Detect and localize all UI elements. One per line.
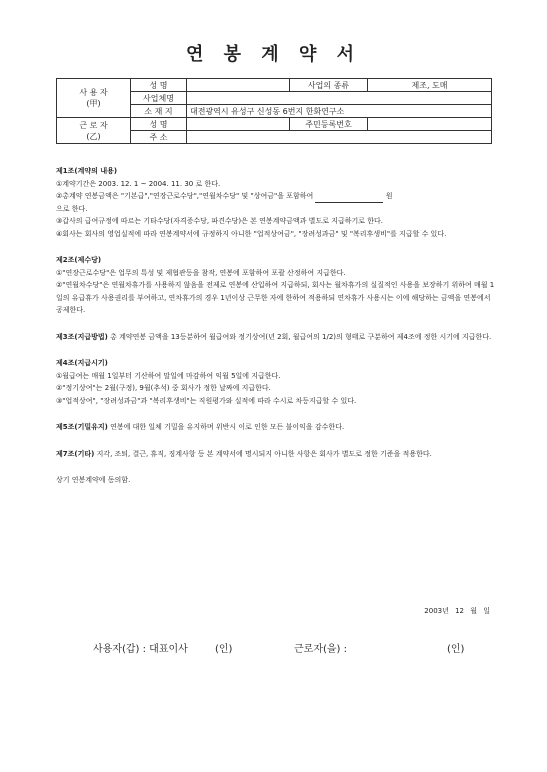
article-7 — [56, 448, 496, 461]
employer-name-value — [187, 79, 290, 92]
employer-address-value: 대전광역시 유성구 신성동 6번지 한화연구소 — [187, 105, 492, 118]
biz-name-value — [187, 92, 492, 105]
document-title: 연 봉 계 약 서 — [185, 44, 361, 65]
article-2-line-1: ①"연장근로수당"은 업무의 특성 및 제협관등을 참작, 연봉에 포함하여 포괄 산정하여 지급한다. — [56, 268, 346, 277]
employee-address-label: 주 소 — [131, 131, 187, 144]
employee-name-label: 성 명 — [131, 118, 187, 131]
employee-signature-label: 근로자(을) : — [294, 644, 347, 655]
employer-address-label: 소 재 지 — [131, 105, 187, 118]
article-4-line-2: ②"정기상여"는 2월(구정), 9월(추석) 중 회사가 정한 날짜에 지급한다. — [56, 384, 271, 392]
employee-seal: (인) — [447, 644, 465, 655]
article-1-line-4: ③갑사의 급여규정에 따르는 기타수당(자격증수당, 파견수당)은 본 연봉계약금액과 별도로 지급하기로 한다. — [56, 217, 383, 225]
contract-date — [380, 606, 490, 616]
article-7-heading: 제7조(기타) — [56, 449, 95, 458]
employer-sub-label: (甲) — [86, 99, 101, 108]
article-4-line-3: ③"업적상여", "장려성과금"과 "복리후생비"는 직원평가와 실적에 따라 수시로 차등지급할 수 있다. — [56, 396, 357, 405]
article-2-heading: 제2조(제수당) — [56, 256, 102, 264]
article-1-line-2-text: ②총계약 연봉금액은 "기본급","연장근로수당","연월차수당" 및 "상여금"을 포함하여 — [56, 192, 314, 200]
employee-name-value — [187, 118, 290, 131]
employer-label: 사 용 자 — [79, 88, 108, 97]
agreement-statement: 상기 연봉계약에 동의함. — [56, 476, 131, 484]
employer-group-cell — [57, 79, 131, 118]
business-type-label: 사업의 종류 — [290, 79, 368, 92]
biz-name-label: 사업체명 — [131, 92, 187, 105]
party-info-table — [56, 78, 492, 144]
date-month: 12 월 — [455, 607, 477, 615]
article-3-text: 총 계약연봉 금액을 13등분하여 월급여와 정기상여(년 2회, 월급여의 1/2)의 형태로 구분하여 제4조에 정한 시기에 지급한다. — [110, 332, 492, 341]
article-4-heading: 제4조(지급시기) — [56, 359, 108, 367]
employee-sub-label: (乙) — [86, 131, 101, 141]
article-5-text: 연봉에 대한 일체 기밀을 유지하며 위반시 이로 인한 모든 불이익을 감수한다. — [110, 423, 345, 431]
employee-label: 근 로 자 — [79, 120, 108, 130]
employer-name-label: 성 명 — [131, 79, 187, 92]
article-1-line-2 — [56, 190, 496, 203]
amount-suffix: 원 — [385, 192, 393, 200]
article-1-line-5: ④회사는 회사의 영업실적에 따라 연봉계약서에 규정하지 아니한 "업적상여금", "장려성과금" 및 "복리후생비"를 지급할 수 있다. — [56, 229, 447, 238]
employee-group-cell — [57, 118, 131, 144]
date-year: 2003년 — [424, 607, 449, 615]
article-3 — [56, 331, 496, 344]
article-5-heading: 제5조(기밀유지) — [56, 423, 108, 431]
employee-id-value — [368, 118, 492, 131]
article-7-text: 지각, 조퇴, 결근, 휴직, 징계사항 등 본 계약서에 명시되지 아니한 사항은 회사가 별도로 정한 기준을 적용한다. — [96, 449, 432, 458]
employee-address-value — [187, 131, 492, 144]
article-5 — [56, 421, 496, 434]
employee-id-label: 주민등록번호 — [290, 118, 368, 131]
article-1-line-1: ①계약기간은 2003. 12. 1 ~ 2004. 11. 30 로 한다. — [56, 179, 221, 188]
article-1-heading: 제1조(계약의 내용) — [56, 167, 118, 175]
date-day: 일 — [483, 607, 490, 615]
employer-signature-label: 사용자(갑) : 대표이사 — [93, 644, 188, 655]
contract-body — [56, 165, 496, 487]
employer-seal: (인) — [215, 644, 233, 655]
employee-name-row — [57, 118, 492, 131]
amount-blank — [315, 194, 383, 203]
employer-name-row — [57, 79, 492, 92]
article-1-line-3: 으로 한다. — [56, 204, 88, 213]
article-2-line-2: ②"연월차수당"은 연월차휴가를 사용하지 않음을 전제로 연봉에 산입하여 지급하되, 회사는 월차휴가의 실질적인 사용을 보장하기 위하여 매월 1일의 유급휴가 사용권리를 부여하고, 연차휴가의 경우 1년이상 근무한 자에 한하여 적용하되 연차휴가 사용시는 이에 해당하는 금액을 연봉에서 공제한다. — [56, 281, 495, 314]
article-3-heading: 제3조(지급방법) — [56, 332, 108, 341]
business-type-value: 제조, 도매 — [368, 79, 492, 92]
article-4-line-1: ①월급여는 매월 1일부터 기산하여 말일에 마감하여 익월 5일에 지급한다. — [56, 371, 281, 380]
